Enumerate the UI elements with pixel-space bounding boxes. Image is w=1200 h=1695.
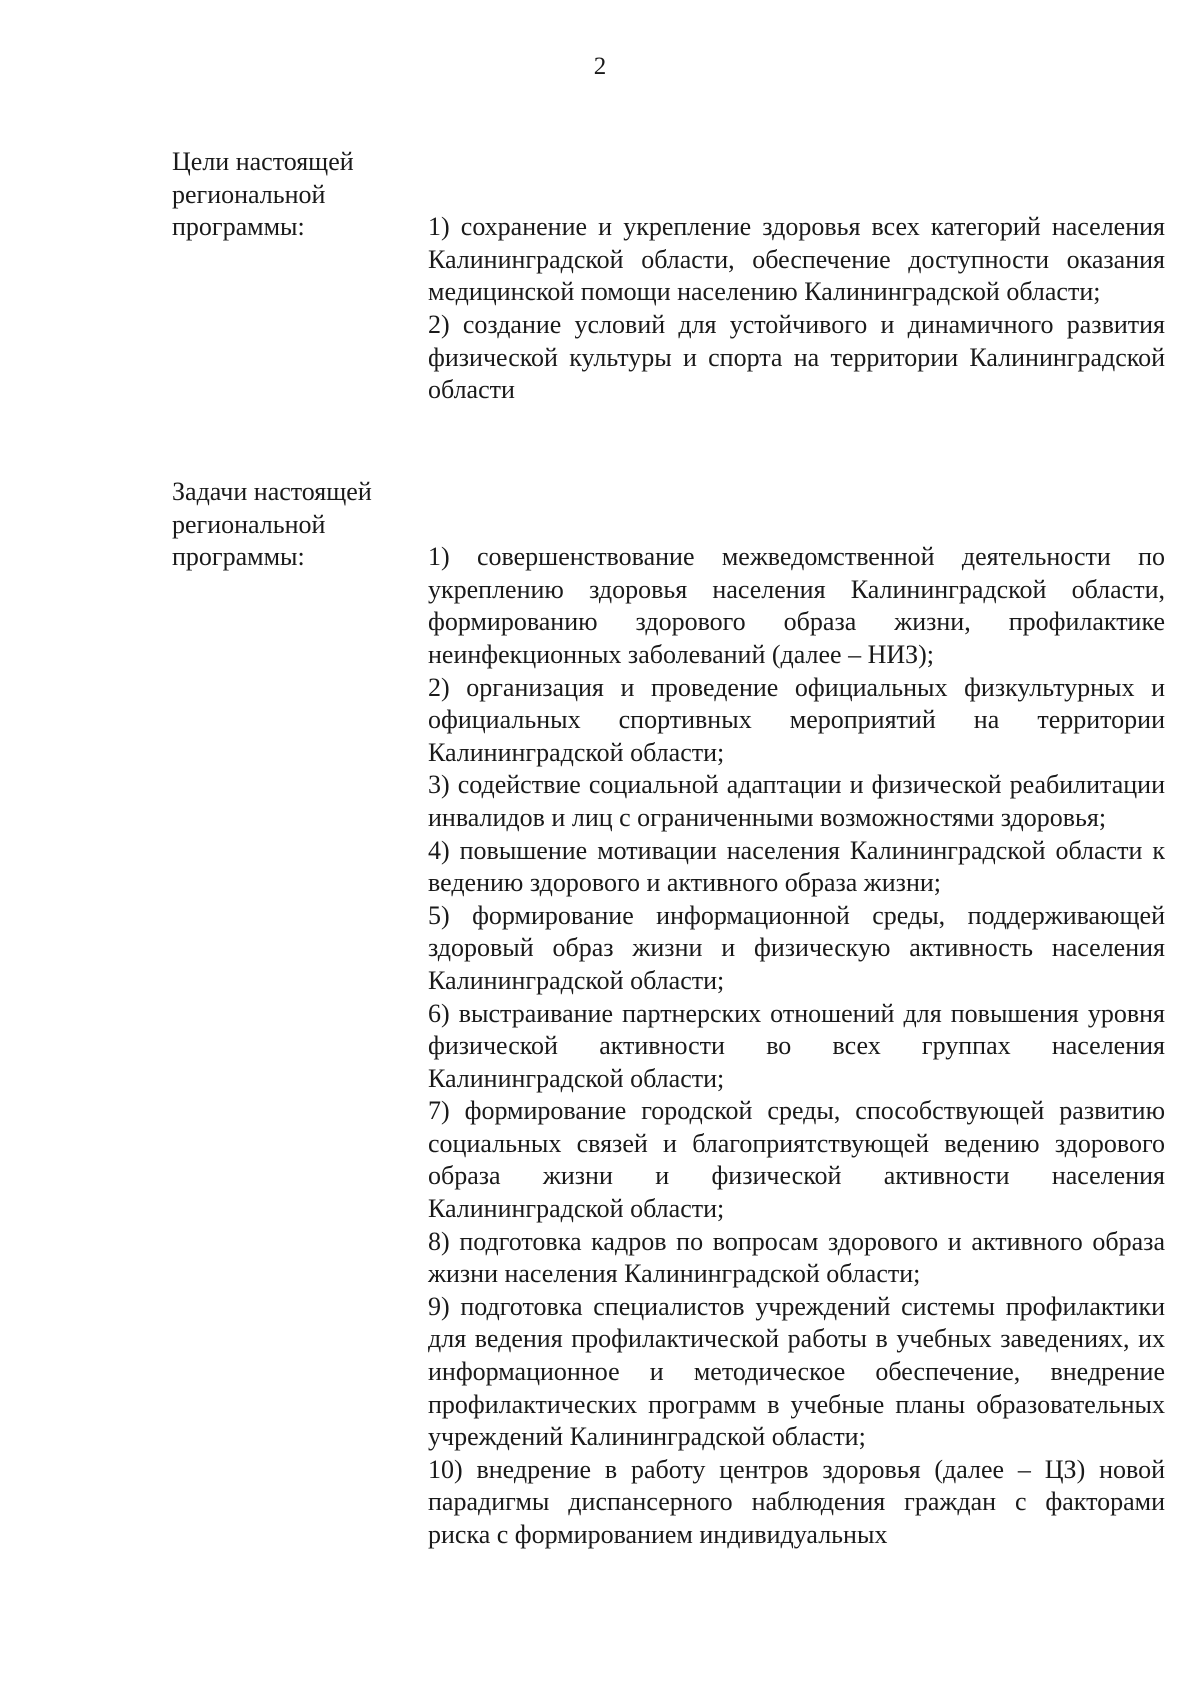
task-item: 10) внедрение в работу центров здоровья (далее – ЦЗ) новой парадигмы диспансерного наблюдения граждан с факторами риска с формированием индивидуальных <box>428 1454 1165 1549</box>
task-item: 5) формирование информационной среды, поддерживающей здоровый образ жизни и физическую активность населения Калининградской области; <box>428 900 1165 995</box>
task-item: 2) организация и проведение официальных физкультурных и официальных спортивных мероприятий на территории Калининградской области; <box>428 672 1165 767</box>
task-item: 7) формирование городской среды, способствующей развитию социальных связей и благоприятствующей ведению здорового образа жизни и физической активности населения Калининградской области; <box>428 1096 1165 1224</box>
task-item: 1) совершенствование межведомственной деятельности по укреплению здоровья населения Калининградской области, формированию здорового образа жизни, профилактике неинфекционных заболеваний (далее – НИЗ); <box>428 542 1165 669</box>
goal-item: 1) сохранение и укрепление здоровья всех категорий населения Калининградской области, обеспечение доступности оказания медицинской помощи населению Калининградской области; <box>428 212 1165 307</box>
goals-label-line: программы: <box>172 212 305 242</box>
page-number: 2 <box>593 53 607 80</box>
task-item: 8) подготовка кадров по вопросам здорового и активного образа жизни населения Калининградской области; <box>428 1226 1165 1289</box>
goals-list <box>428 211 1165 407</box>
goal-item: 2) создание условий для устойчивого и динамичного развития физической культуры и спорта на территории Калининградской области <box>428 309 1165 405</box>
goals-label-line: Цели настоящей <box>172 147 354 176</box>
goals-label <box>172 146 412 244</box>
goals-label-line: региональной <box>172 179 326 209</box>
tasks-label <box>172 476 412 574</box>
task-item: 4) повышение мотивации населения Калининградской области к ведению здорового и активного образа жизни; <box>428 835 1165 898</box>
task-item: 3) содействие социальной адаптации и физической реабилитации инвалидов и лиц с ограниченными возможностями здоровья; <box>428 770 1165 832</box>
tasks-label-line: Задачи настоящей <box>172 477 372 506</box>
tasks-list <box>428 541 1165 1551</box>
tasks-label-line: региональной <box>172 509 326 539</box>
tasks-label-line: программы: <box>172 542 305 572</box>
task-item: 6) выстраивание партнерских отношений для повышения уровня физической активности во всех группах населения Калининградской области; <box>428 998 1165 1093</box>
task-item: 9) подготовка специалистов учреждений системы профилактики для ведения профилактической работы в учебных заведениях, их информационное и методическое обеспечение, внедрение профилактических программ в учебные планы образовательных учреждений Калининградской области; <box>428 1291 1165 1452</box>
